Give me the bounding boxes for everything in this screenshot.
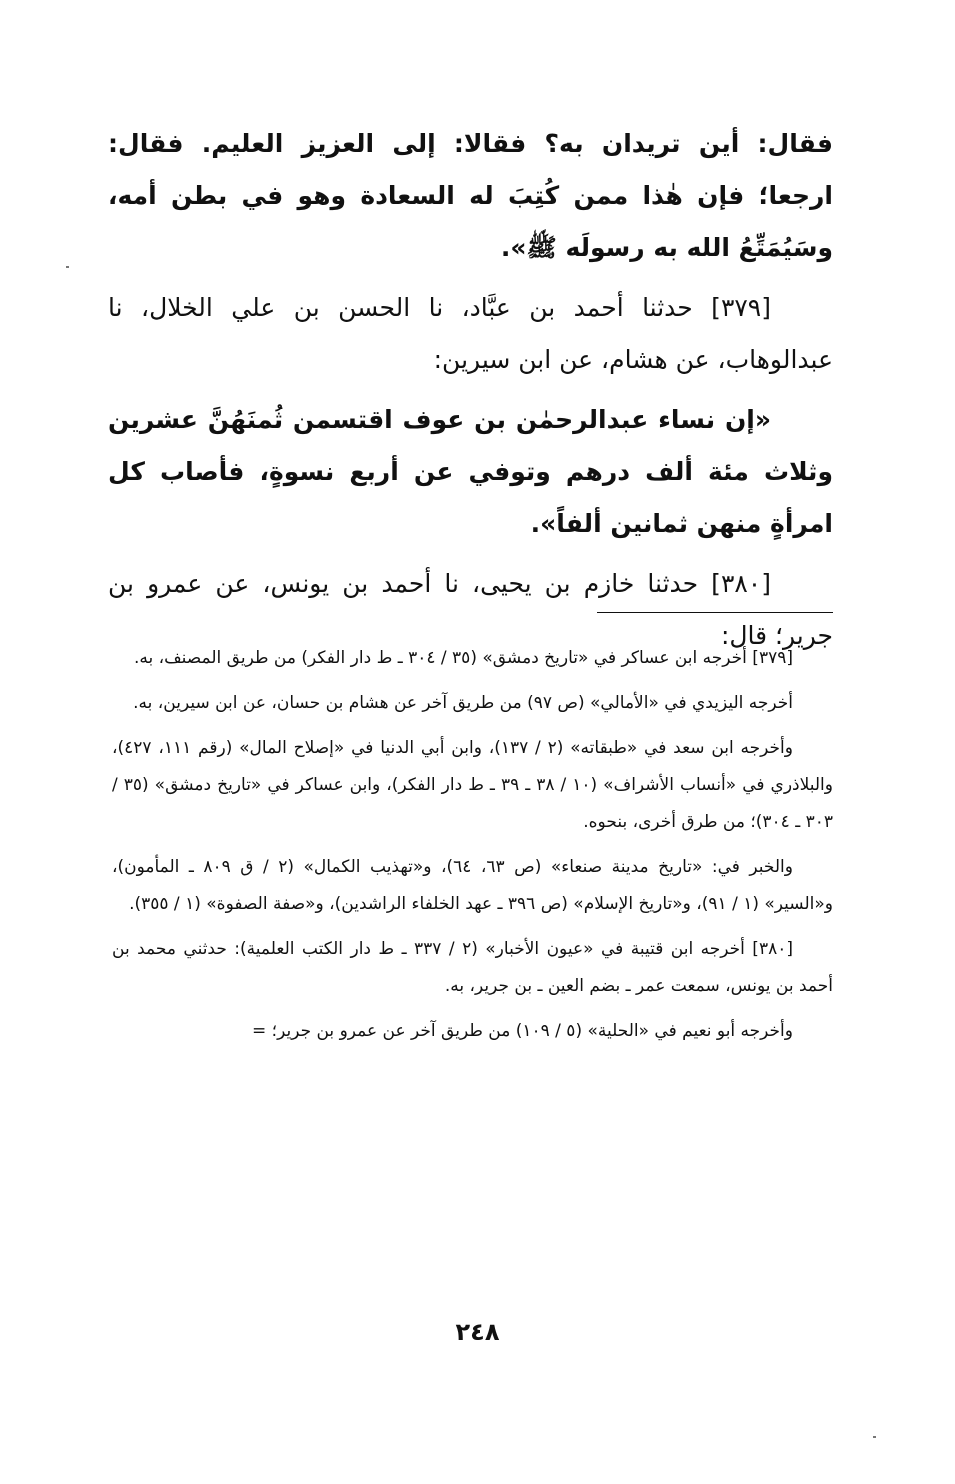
footnote-379-text: [٣٧٩] أخرجه ابن عساكر في «تاريخ دمشق» (٣٥ / ٣٠٤ ـ ط دار الفكر) من طريق المصنف، به.: [133, 648, 793, 668]
main-paragraph-1: فقال: أين تريدان به؟ فقالا: إلى العزيز العليم. فقال: ارجعا؛ فإن هٰذا ممن كُتِبَ له السعادة وهو في بطن أمه، وسَيُمَتِّعُ الله به رسولَه ﷺ».: [108, 129, 833, 262]
footnotes: [112, 640, 833, 1058]
scan-speck: [873, 1436, 876, 1438]
hadith-379-matn: [108, 394, 833, 550]
footnote-divider: [597, 612, 833, 613]
footnote-380-text: [٣٨٠] أخرجه ابن قتيبة في «عيون الأخبار» (٢ / ٣٣٧ ـ ط دار الكتب العلمية): حدثني محمد بن أحمد بن يونس، سمعت عمر ـ بضم العين ـ بن جرير، به.: [112, 939, 833, 996]
footnote-380-hilya: [112, 1013, 833, 1050]
footnote-379-other-sources: [112, 730, 833, 841]
footnote-380: [112, 931, 833, 1005]
hadith-379-isnad: [108, 282, 833, 386]
hadith-380-text: [٣٨٠] حدثنا خازم بن يحيى، نا أحمد بن يونس، عن عمرو بن جرير؛ قال:: [108, 569, 833, 650]
scan-speck: [66, 266, 69, 268]
footnote-380-hilya-text: وأخرجه أبو نعيم في «الحلية» (٥ / ١٠٩) من طريق آخر عن عمرو بن جرير؛ =: [252, 1021, 793, 1041]
footnote-379-khabar: [112, 849, 833, 923]
footnote-379-khabar-text: والخبر في: «تاريخ مدينة صنعاء» (ص ٦٣، ٦٤)، و«تهذيب الكمال» (٢ / ق ٨٠٩ ـ المأمون)، و«السير» (١ / ٩١)، و«تاريخ الإسلام» (ص ٣٩٦ ـ عهد الخلفاء الراشدين)، و«صفة الصفوة» (١ / ٣٥٥).: [112, 857, 833, 914]
footnote-379-yazidi-text: أخرجه اليزيدي في «الأمالي» (ص ٩٧) من طريق آخر عن هشام بن حسان، عن ابن سيرين، به.: [133, 693, 793, 713]
footnote-379-other-sources-text: وأخرجه ابن سعد في «طبقاته» (٢ / ١٣٧)، وابن أبي الدنيا في «إصلاح المال» (رقم ١١١، ٤٢٧)، والبلاذري في «أنساب الأشراف» (١٠ / ٣٨ ـ ٣٩ ـ ط دار الفكر)، وابن عساكر في «تاريخ دمشق» (٣٥ / ٣٠٣ ـ ٣٠٤)؛ من طرق أخرى، بنحوه.: [112, 738, 833, 832]
hadith-379-text: [٣٧٩] حدثنا أحمد بن عبَّاد، نا الحسن بن علي الخلال، نا عبدالوهاب، عن هشام، عن ابن سيرين:: [108, 293, 833, 374]
footnote-379: [112, 640, 833, 677]
page-number: ٢٤٨: [455, 1318, 500, 1346]
footnote-379-yazidi: [112, 685, 833, 722]
hadith-379-matn-text: «إن نساء عبدالرحمٰن بن عوف اقتسمن ثُمنَهُنَّ عشرين وثلاث مئة ألف درهم وتوفي عن أربع نسوةٍ، فأصاب كل امرأةٍ منهن ثمانين ألفاً».: [108, 405, 833, 538]
main-text: [108, 118, 833, 662]
